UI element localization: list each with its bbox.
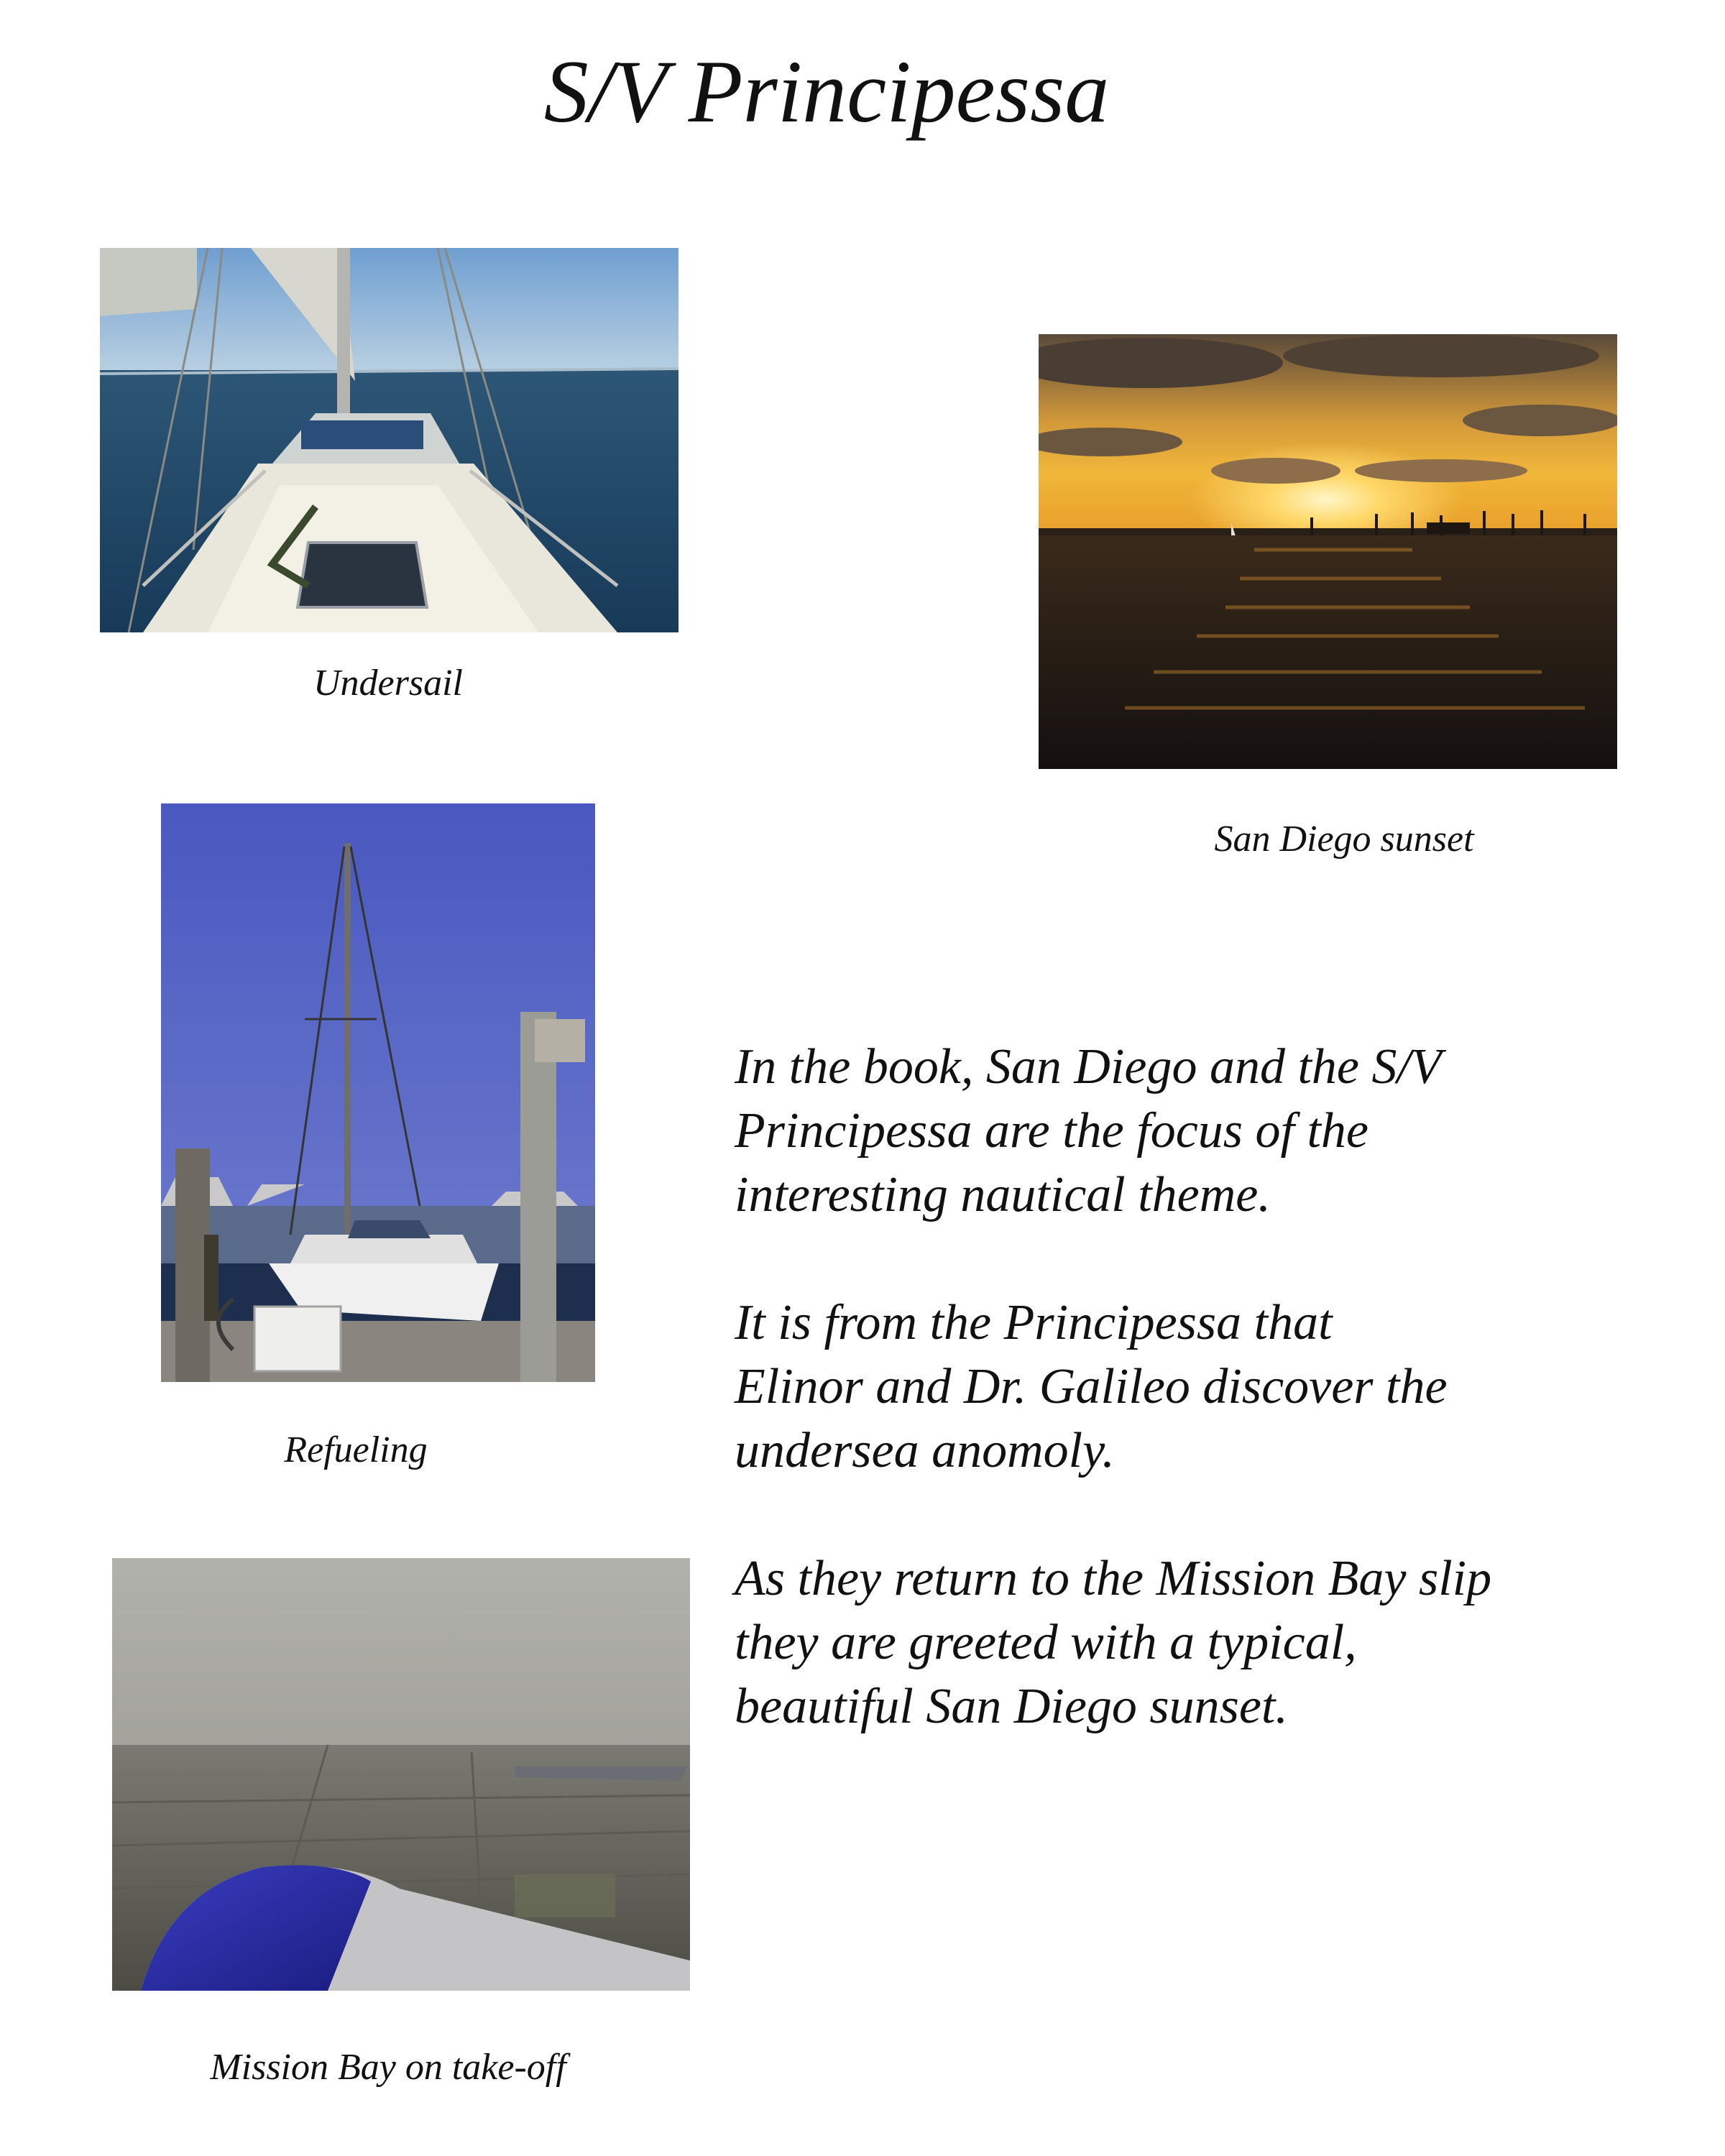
sunset-caption: San Diego sunset	[1214, 819, 1474, 860]
text-line: In the book, San Diego and the S/V	[735, 1039, 1442, 1095]
paragraph-3	[735, 1547, 1690, 1738]
paragraph-1	[735, 1035, 1690, 1227]
paragraph-2	[735, 1291, 1690, 1483]
text-line: Principessa are the focus of the	[735, 1103, 1368, 1158]
text-line: undersea anomoly.	[735, 1423, 1115, 1478]
text-line: It is from the Principessa that	[735, 1295, 1333, 1350]
text-line: beautiful San Diego sunset.	[735, 1679, 1288, 1734]
takeoff-caption: Mission Bay on take-off	[210, 2047, 566, 2088]
text-line: interesting nautical theme.	[735, 1167, 1271, 1222]
undersail-caption: Undersail	[313, 663, 463, 704]
text-line: Elinor and Dr. Galileo discover the	[735, 1359, 1448, 1414]
undersail-photo	[100, 248, 678, 632]
takeoff-photo	[112, 1558, 690, 1991]
text-line: they are greeted with a typical,	[735, 1615, 1357, 1670]
refueling-caption: Refueling	[284, 1429, 428, 1470]
story-text	[735, 1035, 1690, 1802]
page-title: S/V Principessa	[543, 42, 1110, 141]
text-line: As they return to the Mission Bay slip	[735, 1551, 1492, 1606]
refueling-photo	[161, 803, 595, 1382]
sunset-photo	[1039, 334, 1617, 769]
